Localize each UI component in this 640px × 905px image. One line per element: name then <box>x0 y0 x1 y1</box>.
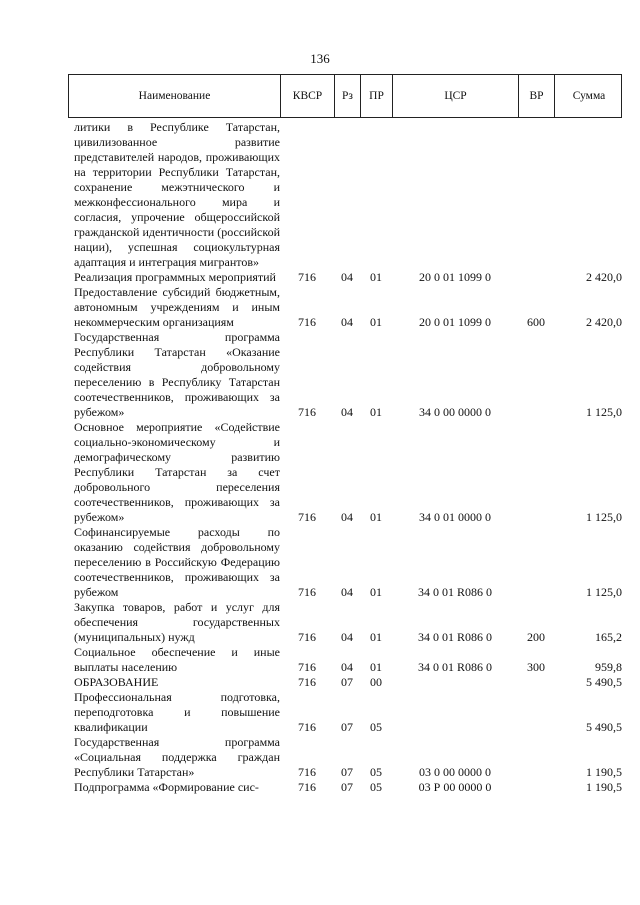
row-csr: 03 Р 00 0000 0 <box>418 780 492 794</box>
header-vr: ВР <box>519 75 555 117</box>
row-kvsr: 716 <box>298 585 316 599</box>
row-rz: 04 <box>341 405 353 419</box>
row-pr: 01 <box>370 270 382 284</box>
row-sum: 5 490,5 <box>586 675 622 689</box>
row-name: Предоставление субсидий бюджетным, автономным учреждениям и иным некоммерческим организациям <box>74 285 280 329</box>
row-sum: 1 190,5 <box>586 780 622 794</box>
row-csr: 34 0 00 0000 0 <box>419 405 491 419</box>
table-row <box>68 645 622 675</box>
row-pr: 01 <box>370 405 382 419</box>
row-rz: 04 <box>341 630 353 644</box>
row-name: литики в Республике Татарстан, цивилизованное развитие представителей народов, проживающих на территории Республики Татарстан, сохранение межэтнического и межконфессионального мира и согласия, упрочение общероссийской гражданской идентичности (российской нации), успешная социокультурная адаптация и интеграция мигрантов» <box>74 120 280 269</box>
row-rz: 07 <box>341 765 353 779</box>
row-csr: 34 0 01 R086 0 <box>417 630 492 644</box>
row-sum: 2 420,0 <box>586 315 622 329</box>
row-kvsr: 716 <box>298 765 316 779</box>
row-sum: 165,2 <box>595 630 622 644</box>
header-pr: ПР <box>361 75 393 117</box>
row-kvsr: 716 <box>298 630 316 644</box>
row-kvsr: 716 <box>298 720 316 734</box>
row-csr: 03 0 00 0000 0 <box>419 765 491 779</box>
row-name: Закупка товаров, работ и услуг для обеспечения государственных (муниципальных) нужд <box>74 600 280 644</box>
row-kvsr: 716 <box>298 780 316 794</box>
row-pr: 01 <box>370 660 382 674</box>
row-name: Государственная программа Республики Татарстан «Оказание содействия добровольному переселению в Республику Татарстан соотечественников, проживающих за рубежом» <box>74 330 280 419</box>
row-pr: 05 <box>370 765 382 779</box>
table-row <box>68 330 622 420</box>
row-name: Подпрограмма «Формирование сис- <box>74 780 259 794</box>
row-rz: 04 <box>341 585 353 599</box>
row-csr: 34 0 01 0000 0 <box>419 510 491 524</box>
row-rz: 04 <box>341 660 353 674</box>
table-row <box>68 420 622 525</box>
row-rz: 07 <box>341 720 353 734</box>
row-csr: 34 0 01 R086 0 <box>417 660 492 674</box>
row-kvsr: 716 <box>298 405 316 419</box>
table-row <box>68 600 622 645</box>
row-csr: 20 0 01 1099 0 <box>419 315 491 329</box>
row-pr: 01 <box>370 630 382 644</box>
row-name: Государственная программа «Социальная поддержка граждан Республики Татарстан» <box>74 735 280 779</box>
table-row <box>68 285 622 330</box>
row-sum: 959,8 <box>595 660 622 674</box>
row-kvsr: 716 <box>298 315 316 329</box>
row-pr: 05 <box>370 780 382 794</box>
row-vr: 200 <box>527 630 545 644</box>
row-rz: 07 <box>341 675 353 689</box>
header-csr: ЦСР <box>393 75 519 117</box>
row-sum: 5 490,5 <box>586 720 622 734</box>
row-kvsr: 716 <box>298 270 316 284</box>
row-kvsr: 716 <box>298 660 316 674</box>
row-sum: 1 125,0 <box>586 585 622 599</box>
header-rz: Рз <box>335 75 361 117</box>
row-kvsr: 716 <box>298 675 316 689</box>
header-sum: Сумма <box>572 90 606 102</box>
row-kvsr: 716 <box>298 510 316 524</box>
row-rz: 04 <box>341 315 353 329</box>
header-name: Наименование <box>69 75 281 117</box>
row-name: Основное мероприятие «Содействие социально-экономическому и демографическому развитию Республики Татарстан за счет добровольного переселения соотечественников, проживающих за рубежом» <box>74 420 280 524</box>
table-header <box>68 74 622 118</box>
row-csr: 20 0 01 1099 0 <box>419 270 491 284</box>
row-sum: 2 420,0 <box>586 270 622 284</box>
table-row <box>68 780 622 795</box>
table-row <box>68 120 622 270</box>
table-row <box>68 675 622 690</box>
row-csr: 34 0 01 R086 0 <box>417 585 492 599</box>
header-kvsr: КВСР <box>281 75 335 117</box>
row-rz: 04 <box>341 270 353 284</box>
row-name: Софинансируемые расходы по оказанию содействия добровольному переселению в Российскую Федерацию соотечественников, проживающих за рубежом <box>74 525 280 599</box>
row-pr: 01 <box>370 315 382 329</box>
row-pr: 00 <box>370 675 382 689</box>
row-sum: 1 125,0 <box>586 510 622 524</box>
table-row <box>68 525 622 600</box>
table-body <box>68 120 622 795</box>
row-vr: 600 <box>527 315 545 329</box>
row-pr: 01 <box>370 510 382 524</box>
row-rz: 07 <box>341 780 353 794</box>
page-number: 136 <box>310 51 330 66</box>
row-vr: 300 <box>527 660 545 674</box>
table-row <box>68 690 622 735</box>
row-pr: 01 <box>370 585 382 599</box>
row-rz: 04 <box>341 510 353 524</box>
row-pr: 05 <box>370 720 382 734</box>
table-row <box>68 735 622 780</box>
row-sum: 1 190,5 <box>586 765 622 779</box>
row-sum: 1 125,0 <box>586 405 622 419</box>
row-name: ОБРАЗОВАНИЕ <box>74 675 159 689</box>
row-name: Реализация программных мероприятий <box>74 270 276 284</box>
row-name: Социальное обеспечение и иные выплаты населению <box>74 645 280 674</box>
row-name: Профессиональная подготовка, переподготовка и повышение квалификации <box>74 690 280 734</box>
table-row <box>68 270 622 285</box>
